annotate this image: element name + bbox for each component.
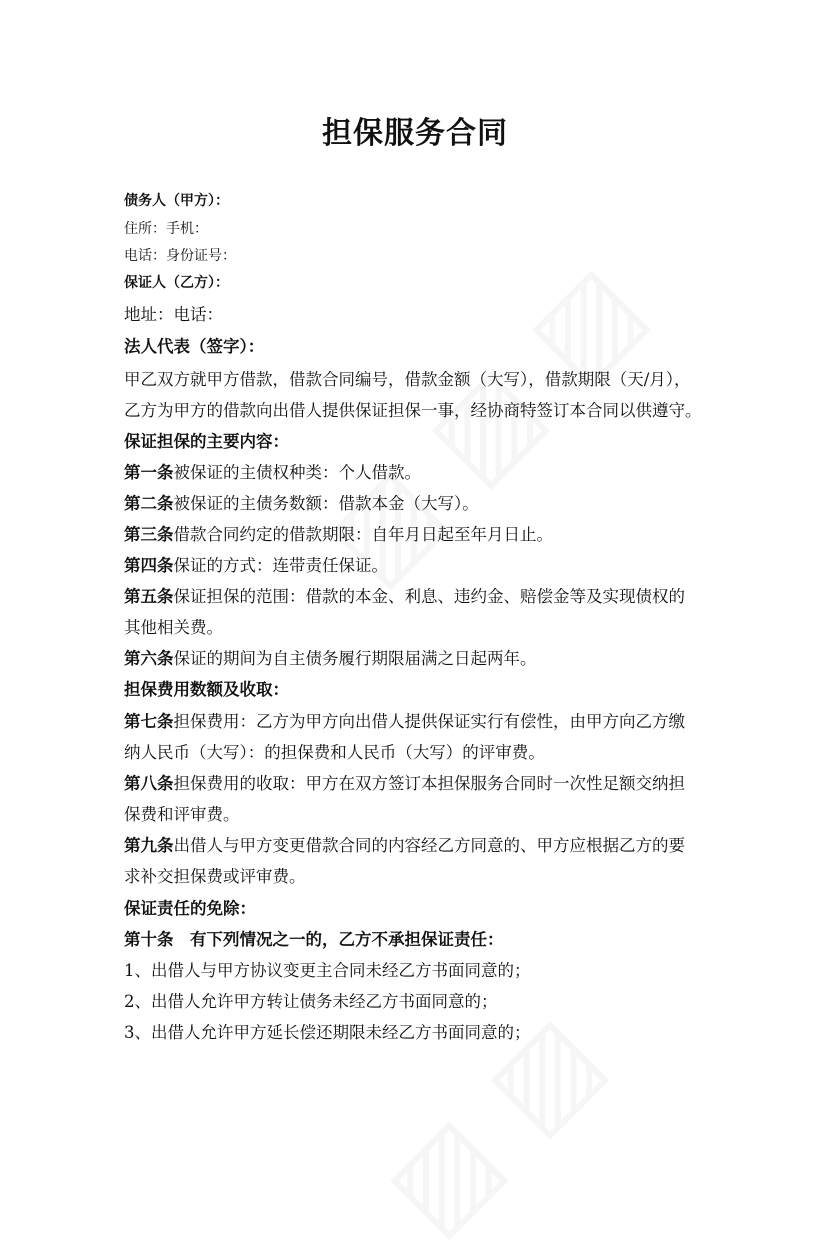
- article-6: [124, 645, 537, 669]
- legal-rep: 法人代表（签字）：: [124, 337, 265, 356]
- article-number: 第九条: [124, 836, 174, 855]
- debtor-address: 住所：手机：: [124, 221, 208, 237]
- intro-line-2: 乙方为甲方的借款向出借人提供保证担保一事，经协商特签订本合同以供遵守。: [124, 401, 702, 420]
- article-1: [124, 459, 421, 483]
- article-4: [124, 552, 388, 576]
- article-number: 第六条: [124, 649, 174, 668]
- article-text: 被保证的主债权种类：个人借款。: [173, 463, 421, 482]
- article-number: 第一条: [124, 463, 174, 482]
- article-10: 第十条 有下列情况之一的，乙方不承担保证责任：: [124, 930, 504, 949]
- article-5-cont: 其他相关费。: [124, 618, 223, 637]
- article-text: 被保证的主债务数额：借款本金（大写）。: [173, 494, 479, 513]
- guarantor-heading: 保证人（乙方）：: [124, 275, 229, 291]
- list-item: 3、出借人允许甲方延长偿还期限未经乙方书面同意的；: [124, 1023, 531, 1042]
- debtor-heading: 债务人（甲方）：: [124, 193, 229, 209]
- guarantor-address: 地址：电话：: [124, 305, 223, 324]
- article-7-cont: 纳人民币（大写）：的担保费和人民币（大写）的评审费。: [124, 743, 545, 762]
- article-text: 保证的期间为自主债务履行期限届满之日起两年。: [173, 649, 537, 668]
- article-8: [124, 770, 685, 794]
- article-9-cont: 求补交担保费或评审费。: [124, 867, 306, 886]
- article-number: 第三条: [124, 525, 174, 544]
- article-5: [124, 583, 685, 607]
- article-text: 保证的方式：连带责任保证。: [173, 556, 388, 575]
- article-2: [124, 490, 479, 514]
- article-text: 担保费用的收取：甲方在双方签订本担保服务合同时一次性足额交纳担: [173, 774, 685, 793]
- article-9: [124, 832, 685, 856]
- article-number: 第二条: [124, 494, 174, 513]
- intro-line-1: 甲乙双方就甲方借款，借款合同编号，借款金额（大写），借款期限（天/月），: [124, 370, 691, 389]
- list-item: 1、出借人与甲方协议变更主合同未经乙方书面同意的；: [124, 961, 531, 980]
- article-number: 第四条: [124, 556, 174, 575]
- article-number: 第五条: [124, 587, 174, 606]
- page-title: 担保服务合同: [322, 116, 508, 151]
- article-text: 出借人与甲方变更借款合同的内容经乙方同意的、甲方应根据乙方的要: [173, 836, 685, 855]
- section-heading-fees: 担保费用数额及收取：: [124, 680, 289, 699]
- article-number: 第七条: [124, 712, 174, 731]
- list-item: 2、出借人允许甲方转让债务未经乙方书面同意的；: [124, 992, 498, 1011]
- article-8-cont: 保费和评审费。: [124, 805, 240, 824]
- article-7: [124, 708, 685, 732]
- article-text: 担保费用：乙方为甲方向出借人提供保证实行有偿性，由甲方向乙方缴: [173, 712, 685, 731]
- section-heading-main: 保证担保的主要内容：: [124, 432, 289, 451]
- article-text: 保证担保的范围：借款的本金、利息、违约金、赔偿金等及实现债权的: [173, 587, 685, 606]
- section-heading-exemption: 保证责任的免除：: [124, 899, 256, 918]
- article-number: 第八条: [124, 774, 174, 793]
- debtor-phone: 电话：身份证号：: [124, 248, 236, 264]
- article-3: [124, 521, 553, 545]
- article-text: 借款合同约定的借款期限：自年月日起至年月日止。: [173, 525, 553, 544]
